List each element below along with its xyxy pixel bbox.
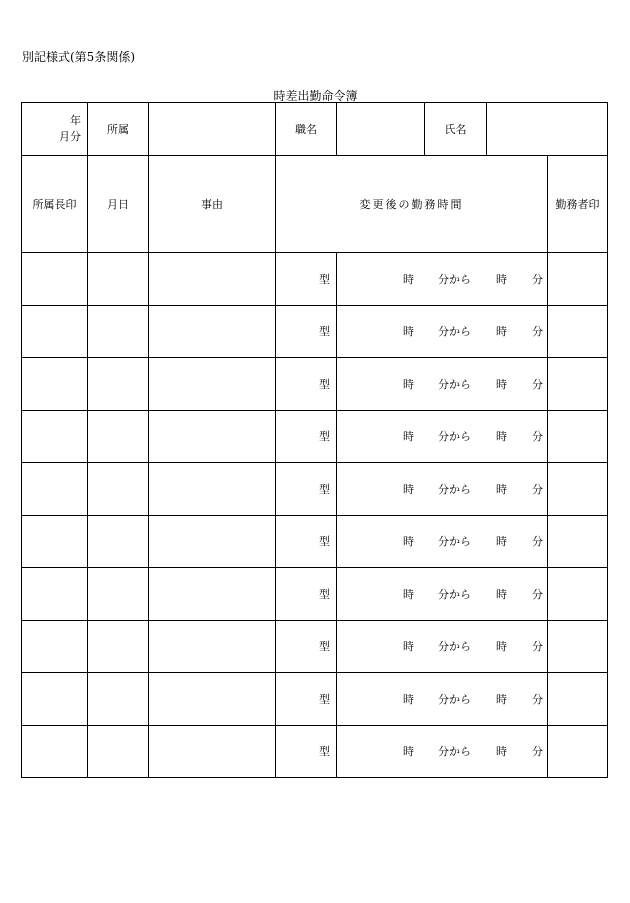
worker-seal-cell[interactable]: [548, 515, 608, 568]
worker-seal-cell[interactable]: [548, 410, 608, 463]
hour-label-1: 時: [403, 325, 414, 339]
form-title: 時差出勤命令簿: [273, 89, 358, 103]
min-from-label: 分から: [438, 640, 471, 654]
table-row: [22, 725, 608, 778]
time-range-cell[interactable]: [337, 725, 548, 778]
date-cell[interactable]: [88, 725, 149, 778]
hour-label-1: 時: [403, 430, 414, 444]
min-label-2: 分: [532, 325, 543, 339]
worker-seal-cell[interactable]: [548, 463, 608, 516]
min-from-label: 分から: [438, 482, 471, 496]
hour-label-2: 時: [496, 377, 507, 391]
time-range-cell[interactable]: [337, 515, 548, 568]
worker-seal-cell[interactable]: [548, 568, 608, 621]
type-label: 型: [276, 305, 337, 358]
time-range-cell[interactable]: [337, 410, 548, 463]
hour-label-1: 時: [403, 745, 414, 759]
hour-label-1: 時: [403, 272, 414, 286]
time-range-cell[interactable]: [337, 253, 548, 306]
type-label: 型: [276, 568, 337, 621]
supervisor-seal-cell[interactable]: [22, 358, 88, 411]
hour-label-2: 時: [496, 745, 507, 759]
min-label-2: 分: [532, 535, 543, 549]
reason-cell[interactable]: [149, 463, 276, 516]
form-id-label: 別記様式(第5条関係): [22, 50, 135, 64]
reason-cell[interactable]: [149, 673, 276, 726]
year-label: 年: [70, 114, 81, 127]
worker-seal-cell[interactable]: [548, 358, 608, 411]
worker-seal-cell[interactable]: [548, 253, 608, 306]
table-row: [22, 305, 608, 358]
position-field[interactable]: [337, 103, 425, 156]
min-from-label: 分から: [438, 325, 471, 339]
table-row: [22, 463, 608, 516]
reason-cell[interactable]: [149, 358, 276, 411]
supervisor-seal-cell[interactable]: [22, 620, 88, 673]
dept-label: 所属: [88, 103, 149, 156]
supervisor-seal-cell[interactable]: [22, 725, 88, 778]
col-supervisor-seal: 所属長印: [22, 156, 88, 253]
hour-label-2: 時: [496, 325, 507, 339]
table-row: [22, 673, 608, 726]
hour-label-1: 時: [403, 640, 414, 654]
supervisor-seal-cell[interactable]: [22, 673, 88, 726]
type-label: 型: [276, 358, 337, 411]
date-cell[interactable]: [88, 620, 149, 673]
supervisor-seal-cell[interactable]: [22, 463, 88, 516]
reason-cell[interactable]: [149, 620, 276, 673]
col-date: 月日: [88, 156, 149, 253]
time-range-cell[interactable]: [337, 463, 548, 516]
type-label: 型: [276, 515, 337, 568]
min-from-label: 分から: [438, 692, 471, 706]
reason-cell[interactable]: [149, 410, 276, 463]
hour-label-2: 時: [496, 692, 507, 706]
hour-label-2: 時: [496, 640, 507, 654]
min-label-2: 分: [532, 745, 543, 759]
table-row: [22, 410, 608, 463]
date-cell[interactable]: [88, 358, 149, 411]
reason-cell[interactable]: [149, 515, 276, 568]
min-label-2: 分: [532, 377, 543, 391]
min-label-2: 分: [532, 587, 543, 601]
min-label-2: 分: [532, 640, 543, 654]
hour-label-1: 時: [403, 482, 414, 496]
hour-label-2: 時: [496, 272, 507, 286]
col-changed-hours: 変更後の勤務時間: [276, 156, 548, 253]
col-worker-seal: 勤務者印: [548, 156, 608, 253]
col-reason: 事由: [149, 156, 276, 253]
type-label: 型: [276, 673, 337, 726]
header-row: [22, 103, 608, 156]
date-cell[interactable]: [88, 410, 149, 463]
min-from-label: 分から: [438, 535, 471, 549]
worker-seal-cell[interactable]: [548, 620, 608, 673]
min-from-label: 分から: [438, 272, 471, 286]
dept-field[interactable]: [149, 103, 276, 156]
table-row: [22, 358, 608, 411]
supervisor-seal-cell[interactable]: [22, 515, 88, 568]
date-cell[interactable]: [88, 673, 149, 726]
supervisor-seal-cell[interactable]: [22, 253, 88, 306]
date-cell[interactable]: [88, 253, 149, 306]
hour-label-1: 時: [403, 692, 414, 706]
supervisor-seal-cell[interactable]: [22, 410, 88, 463]
min-from-label: 分から: [438, 745, 471, 759]
table-row: [22, 620, 608, 673]
min-from-label: 分から: [438, 377, 471, 391]
worker-seal-cell[interactable]: [548, 673, 608, 726]
reason-cell[interactable]: [149, 305, 276, 358]
min-label-2: 分: [532, 430, 543, 444]
hour-label-1: 時: [403, 587, 414, 601]
table-row: [22, 515, 608, 568]
time-range-cell[interactable]: [337, 305, 548, 358]
date-cell[interactable]: [88, 463, 149, 516]
hour-label-2: 時: [496, 430, 507, 444]
min-label-2: 分: [532, 482, 543, 496]
worker-seal-cell[interactable]: [548, 725, 608, 778]
table-row: [22, 253, 608, 306]
supervisor-seal-cell[interactable]: [22, 568, 88, 621]
month-label: 月分: [59, 130, 81, 143]
type-label: 型: [276, 725, 337, 778]
date-cell[interactable]: [88, 305, 149, 358]
hour-label-2: 時: [496, 535, 507, 549]
min-from-label: 分から: [438, 430, 471, 444]
type-label: 型: [276, 410, 337, 463]
position-label: 職名: [276, 103, 337, 156]
name-label: 氏名: [425, 103, 487, 156]
year-month-cell: [22, 103, 88, 156]
type-label: 型: [276, 253, 337, 306]
date-cell[interactable]: [88, 515, 149, 568]
time-range-cell[interactable]: [337, 673, 548, 726]
type-label: 型: [276, 463, 337, 516]
time-range-cell[interactable]: [337, 358, 548, 411]
table-row: [22, 568, 608, 621]
work-order-table: [21, 102, 608, 778]
column-header-row: [22, 156, 608, 253]
hour-label-1: 時: [403, 535, 414, 549]
name-field[interactable]: [487, 103, 608, 156]
reason-cell[interactable]: [149, 568, 276, 621]
hour-label-1: 時: [403, 377, 414, 391]
supervisor-seal-cell[interactable]: [22, 305, 88, 358]
hour-label-2: 時: [496, 482, 507, 496]
hour-label-2: 時: [496, 587, 507, 601]
type-label: 型: [276, 620, 337, 673]
min-label-2: 分: [532, 692, 543, 706]
worker-seal-cell[interactable]: [548, 305, 608, 358]
time-range-cell[interactable]: [337, 620, 548, 673]
date-cell[interactable]: [88, 568, 149, 621]
min-label-2: 分: [532, 272, 543, 286]
time-range-cell[interactable]: [337, 568, 548, 621]
reason-cell[interactable]: [149, 253, 276, 306]
min-from-label: 分から: [438, 587, 471, 601]
reason-cell[interactable]: [149, 725, 276, 778]
